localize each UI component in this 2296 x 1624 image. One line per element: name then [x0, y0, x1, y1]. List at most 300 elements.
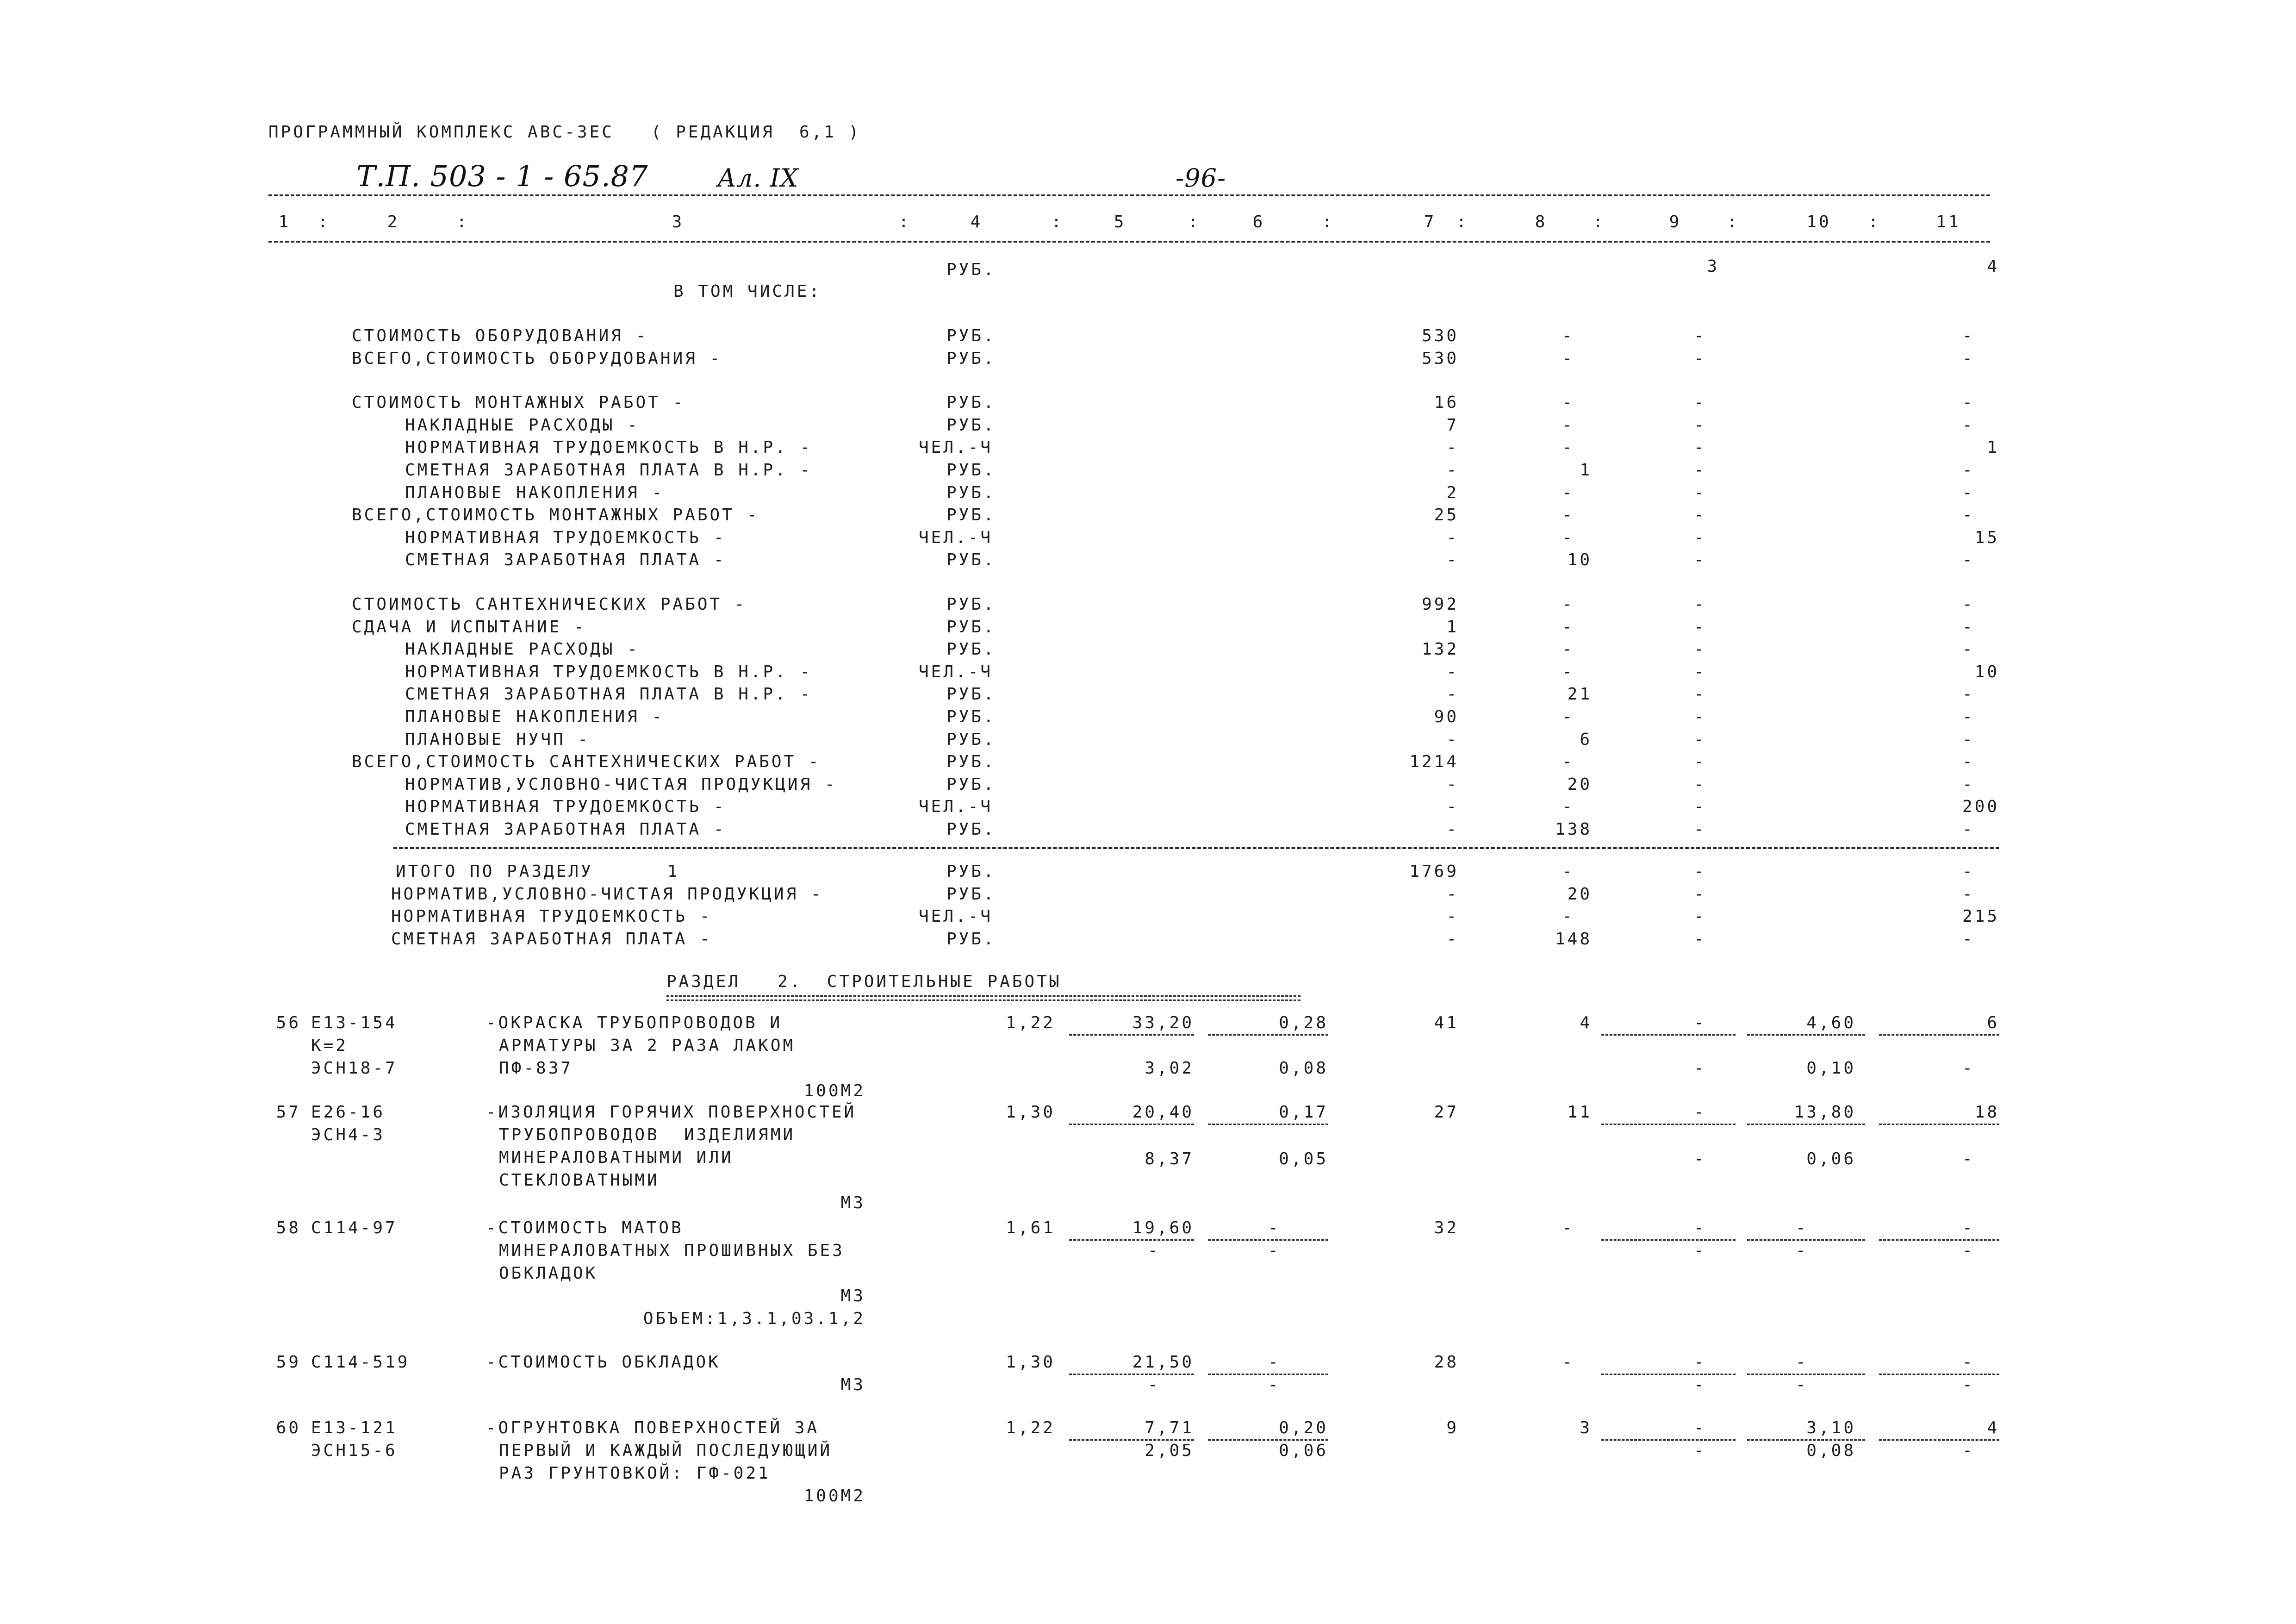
- item-col10: -: [1796, 1353, 1808, 1372]
- col7-value: 2: [1446, 483, 1459, 502]
- col8-value: 21: [1567, 685, 1592, 704]
- item-subrule: [1069, 1239, 1194, 1241]
- col8-value: -: [1562, 707, 1574, 726]
- item-total: 41: [1434, 1013, 1459, 1032]
- col9-value: -: [1694, 752, 1706, 772]
- item-col11-lower: -: [1962, 1441, 1975, 1460]
- col7-value: 530: [1421, 326, 1459, 345]
- summary-label: СТОИМОСТЬ ОБОРУДОВАНИЯ -: [352, 326, 648, 345]
- item-extra: ОБЪЕМ:1,3.1,03.1,2: [643, 1309, 865, 1328]
- col11-value: -: [1962, 862, 1975, 881]
- col8-value: 10: [1567, 550, 1592, 570]
- col8-value: -: [1562, 662, 1574, 681]
- col7-value: 1769: [1409, 862, 1459, 881]
- col7-value: 530: [1421, 349, 1459, 368]
- summary-unit: РУБ.: [946, 730, 996, 749]
- col9-value: -: [1694, 483, 1706, 502]
- item-subrule: [1747, 1239, 1865, 1241]
- item-code: Е13-154: [311, 1013, 398, 1032]
- col8-value: -: [1562, 349, 1574, 368]
- col11-value: -: [1962, 929, 1975, 949]
- summary-label: ПЛАНОВЫЕ НАКОПЛЕНИЯ -: [405, 483, 665, 502]
- col11-value: -: [1962, 884, 1975, 904]
- col8-value: -: [1562, 797, 1574, 817]
- col8-value: -: [1562, 617, 1574, 637]
- program-header: ПРОГРАММНЫЙ КОМПЛЕКС АВС-3ЕС ( РЕДАКЦИЯ 6,1 ): [268, 123, 861, 142]
- item-subrule: [1208, 1374, 1328, 1375]
- col7-value: -: [1446, 685, 1459, 704]
- column-separator: :: [1322, 212, 1335, 231]
- col7-value: -: [1446, 438, 1459, 457]
- col9-value: -: [1694, 775, 1706, 794]
- item-unit-wage-lower: 0,05: [1279, 1149, 1328, 1168]
- item-total: 9: [1446, 1418, 1459, 1437]
- item-col11: -: [1962, 1218, 1975, 1237]
- item-unit-wage: 0,17: [1279, 1103, 1328, 1122]
- col9-value: -: [1694, 617, 1706, 637]
- col7-value: -: [1446, 528, 1459, 547]
- summary-unit: РУБ.: [946, 260, 996, 279]
- item-wage-total: 4: [1580, 1013, 1592, 1032]
- col9-value: -: [1694, 528, 1706, 547]
- column-separator: :: [1188, 212, 1201, 231]
- item-subrule: [1069, 1374, 1194, 1375]
- item-subrule: [1601, 1439, 1736, 1441]
- item-code: С114-519: [311, 1353, 410, 1372]
- item-code: ЭСН15-6: [311, 1441, 398, 1460]
- item-subrule: [1747, 1124, 1865, 1125]
- item-col9: -: [1694, 1353, 1706, 1372]
- item-col11-lower: -: [1962, 1375, 1975, 1394]
- item-subrule: [1069, 1439, 1194, 1441]
- summary-label: НОРМАТИВНАЯ ТРУДОЕМКОСТЬ В Н.Р. -: [405, 662, 813, 681]
- item-description: -СТОИМОСТЬ ОБКЛАДОК: [486, 1353, 721, 1372]
- item-quantity: 1,22: [1006, 1418, 1055, 1437]
- col11-value: -: [1962, 820, 1975, 839]
- item-unit-wage: -: [1268, 1353, 1281, 1372]
- item-col9-lower: -: [1694, 1375, 1706, 1394]
- summary-unit: РУБ.: [946, 617, 996, 637]
- item-subrule: [1601, 1124, 1736, 1125]
- col7-value: -: [1446, 797, 1459, 817]
- col9-value: -: [1694, 884, 1706, 904]
- col11-value: 10: [1974, 662, 1999, 681]
- col8-value: 20: [1567, 775, 1592, 794]
- item-subrule: [1879, 1439, 1999, 1441]
- item-col10: 13,80: [1794, 1103, 1856, 1122]
- item-col9: -: [1694, 1218, 1706, 1237]
- item-subrule: [1879, 1034, 1999, 1036]
- item-quantity: 1,61: [1006, 1218, 1055, 1237]
- item-subrule: [1069, 1034, 1194, 1036]
- item-unit-wage-lower: -: [1268, 1375, 1281, 1394]
- col11-value: -: [1962, 617, 1975, 637]
- summary-label: ПЛАНОВЫЕ НУЧП -: [405, 730, 591, 749]
- column-separator: :: [456, 212, 469, 231]
- item-col9: -: [1694, 1103, 1706, 1122]
- item-col11-lower: -: [1962, 1059, 1975, 1078]
- summary-unit: РУБ.: [946, 349, 996, 368]
- col9-value: -: [1694, 415, 1706, 435]
- item-quantity: 1,30: [1006, 1103, 1055, 1122]
- item-description: -СТОИМОСТЬ МАТОВ: [486, 1218, 684, 1237]
- item-number: 57: [276, 1103, 301, 1122]
- col7-value: 90: [1434, 707, 1459, 726]
- col11-value: -: [1962, 415, 1975, 435]
- item-unit-price-lower: -: [1148, 1241, 1160, 1260]
- item-unit-wage: 0,28: [1279, 1013, 1328, 1032]
- item-subrule: [1879, 1239, 1999, 1241]
- col11-value: -: [1962, 730, 1975, 749]
- section-total-label: СМЕТНАЯ ЗАРАБОТНАЯ ПЛАТА -: [391, 929, 712, 949]
- column-separator: :: [1593, 212, 1605, 231]
- item-subrule: [1208, 1439, 1328, 1441]
- item-subrule: [1601, 1034, 1736, 1036]
- col9-value: -: [1694, 907, 1706, 926]
- section-title-underline: [666, 995, 1300, 1001]
- col9-value: -: [1694, 707, 1706, 726]
- summary-unit: ЧЕЛ.-Ч: [919, 797, 993, 817]
- item-code: ЭСН4-3: [311, 1125, 386, 1144]
- item-subrule: [1208, 1124, 1328, 1125]
- column-number: 10: [1806, 212, 1831, 231]
- col11-value: -: [1962, 595, 1975, 614]
- item-unit-price: 19,60: [1132, 1218, 1194, 1237]
- col8-value: 6: [1580, 730, 1592, 749]
- summary-heading: В ТОМ ЧИСЛЕ:: [673, 282, 822, 301]
- summary-label: СТОИМОСТЬ МОНТАЖНЫХ РАБОТ -: [352, 393, 685, 412]
- col8-value: -: [1562, 415, 1574, 435]
- item-code: Е13-121: [311, 1418, 398, 1437]
- summary-unit: РУБ.: [946, 483, 996, 502]
- col8-value: 138: [1555, 820, 1592, 839]
- handwritten-project-code: Т.П. 503 - 1 - 65.87: [356, 159, 648, 193]
- summary-label: НАКЛАДНЫЕ РАСХОДЫ -: [405, 415, 640, 435]
- item-total: 32: [1434, 1218, 1459, 1237]
- col11-value: -: [1962, 707, 1975, 726]
- summary-label: НОРМАТИВНАЯ ТРУДОЕМКОСТЬ -: [405, 528, 726, 547]
- column-number: 5: [1114, 212, 1126, 231]
- item-description: МИНЕРАЛОВАТНЫМИ ИЛИ: [499, 1148, 734, 1167]
- col9-value: -: [1694, 595, 1706, 614]
- col9-value: -: [1694, 438, 1706, 457]
- col8-value: 1: [1580, 461, 1592, 480]
- col11-value: -: [1962, 506, 1975, 525]
- item-col11-lower: -: [1962, 1149, 1975, 1168]
- item-description: РАЗ ГРУНТОВКОЙ: ГФ-021: [499, 1464, 771, 1483]
- col8-value: -: [1562, 326, 1574, 345]
- item-unit-price-lower: -: [1148, 1375, 1160, 1394]
- item-col10-lower: -: [1796, 1241, 1808, 1260]
- col9-value: -: [1694, 349, 1706, 368]
- item-description: -ИЗОЛЯЦИЯ ГОРЯЧИХ ПОВЕРХНОСТЕЙ: [486, 1103, 857, 1122]
- summary-unit: РУБ.: [946, 775, 996, 794]
- column-number: 6: [1252, 212, 1265, 231]
- item-quantity: 1,30: [1006, 1353, 1055, 1372]
- col7-value: 992: [1421, 595, 1459, 614]
- item-col11-lower: -: [1962, 1241, 1975, 1260]
- item-subrule: [1601, 1239, 1736, 1241]
- summary-unit: РУБ.: [946, 640, 996, 659]
- col7-value: 25: [1434, 506, 1459, 525]
- summary-unit: РУБ.: [946, 326, 996, 345]
- item-unit: М3: [840, 1287, 865, 1305]
- item-description: АРМАТУРЫ ЗА 2 РАЗА ЛАКОМ: [499, 1036, 796, 1055]
- item-description: -ОКРАСКА ТРУБОПРОВОДОВ И: [486, 1013, 783, 1032]
- col8-value: -: [1562, 483, 1574, 502]
- column-number: 9: [1669, 212, 1682, 231]
- col11-value: -: [1962, 550, 1975, 570]
- item-col11: 4: [1987, 1418, 1999, 1437]
- item-unit: 100М2: [803, 1487, 865, 1505]
- col9-value: -: [1694, 730, 1706, 749]
- col7-value: -: [1446, 730, 1459, 749]
- col7-value: 16: [1434, 393, 1459, 412]
- item-description: -ОГРУНТОВКА ПОВЕРХНОСТЕЙ ЗА: [486, 1418, 820, 1437]
- section-total-label: ИТОГО ПО РАЗДЕЛУ 1: [396, 862, 680, 881]
- item-unit-wage: 0,20: [1279, 1418, 1328, 1437]
- page-number: -96-: [1176, 163, 1226, 193]
- item-unit-price: 20,40: [1132, 1103, 1194, 1122]
- handwritten-sheet-code: Ал. IХ: [717, 163, 799, 193]
- summary-unit: РУБ.: [946, 461, 996, 480]
- col8-value: -: [1562, 640, 1574, 659]
- item-col11: 6: [1987, 1013, 1999, 1032]
- col7-value: 1214: [1409, 752, 1459, 772]
- col9-value: -: [1694, 929, 1706, 949]
- item-unit: М3: [840, 1193, 865, 1212]
- column-number: 7: [1424, 212, 1437, 231]
- item-number: 56: [276, 1013, 301, 1032]
- summary-unit: РУБ.: [946, 820, 996, 839]
- item-col9-lower: -: [1694, 1149, 1706, 1168]
- summary-value: 4: [1987, 257, 1999, 276]
- column-separator: :: [1051, 212, 1064, 231]
- column-number: 1: [278, 212, 291, 231]
- section-total-unit: ЧЕЛ.-Ч: [919, 907, 993, 926]
- item-subrule: [1747, 1034, 1865, 1036]
- col7-value: -: [1446, 461, 1459, 480]
- summary-label: НОРМАТИВ,УСЛОВНО-ЧИСТАЯ ПРОДУКЦИЯ -: [405, 775, 837, 794]
- item-col9-lower: -: [1694, 1241, 1706, 1260]
- summary-unit: РУБ.: [946, 393, 996, 412]
- item-unit-wage-lower: 0,06: [1279, 1441, 1328, 1460]
- header-rule-top: [268, 194, 1990, 196]
- summary-label: ПЛАНОВЫЕ НАКОПЛЕНИЯ -: [405, 707, 665, 726]
- col8-value: -: [1562, 907, 1574, 926]
- item-unit: М3: [840, 1375, 865, 1394]
- summary-unit: РУБ.: [946, 506, 996, 525]
- summary-unit: РУБ.: [946, 595, 996, 614]
- item-description: ПЕРВЫЙ И КАЖДЫЙ ПОСЛЕДУЮЩИЙ: [499, 1441, 833, 1460]
- summary-unit: ЧЕЛ.-Ч: [919, 662, 993, 681]
- item-number: 58: [276, 1218, 301, 1237]
- item-number: 59: [276, 1353, 301, 1372]
- item-unit-wage-lower: -: [1268, 1241, 1281, 1260]
- column-separator: :: [317, 212, 330, 231]
- col11-value: -: [1962, 326, 1975, 345]
- item-col11: 18: [1974, 1103, 1999, 1122]
- col9-value: -: [1694, 820, 1706, 839]
- item-subrule: [1879, 1374, 1999, 1375]
- col9-value: -: [1694, 685, 1706, 704]
- column-number: 11: [1936, 212, 1961, 231]
- col11-value: 200: [1962, 797, 1999, 817]
- summary-unit: РУБ.: [946, 550, 996, 570]
- column-separator: :: [1456, 212, 1469, 231]
- col7-value: -: [1446, 662, 1459, 681]
- item-subrule: [1747, 1374, 1865, 1375]
- header-rule-bottom: [268, 241, 1990, 243]
- col8-value: -: [1562, 528, 1574, 547]
- col8-value: 20: [1567, 884, 1592, 904]
- item-total: 28: [1434, 1353, 1459, 1372]
- section-total-unit: РУБ.: [946, 884, 996, 904]
- col7-value: -: [1446, 550, 1459, 570]
- col9-value: -: [1694, 662, 1706, 681]
- col9-value: -: [1694, 797, 1706, 817]
- summary-label: НОРМАТИВНАЯ ТРУДОЕМКОСТЬ -: [405, 797, 726, 817]
- item-wage-total: -: [1562, 1353, 1574, 1372]
- column-number: 2: [387, 212, 400, 231]
- item-col10: -: [1796, 1218, 1808, 1237]
- column-number: 4: [970, 212, 983, 231]
- summary-unit: ЧЕЛ.-Ч: [919, 528, 993, 547]
- col7-value: -: [1446, 884, 1459, 904]
- column-separator: :: [898, 212, 911, 231]
- item-subrule: [1208, 1034, 1328, 1036]
- col8-value: -: [1562, 595, 1574, 614]
- section-total-unit: РУБ.: [946, 929, 996, 949]
- item-unit-price-lower: 2,05: [1145, 1441, 1194, 1460]
- summary-label: СМЕТНАЯ ЗАРАБОТНАЯ ПЛАТА -: [405, 820, 726, 839]
- col7-value: 7: [1446, 415, 1459, 435]
- col11-value: 215: [1962, 907, 1999, 926]
- col8-value: -: [1562, 752, 1574, 772]
- col8-value: 148: [1555, 929, 1592, 949]
- item-unit-price-lower: 3,02: [1145, 1059, 1194, 1078]
- summary-unit: ЧЕЛ.-Ч: [919, 438, 993, 457]
- item-col10-lower: -: [1796, 1375, 1808, 1394]
- item-subrule: [1208, 1239, 1328, 1241]
- section-total-label: НОРМАТИВ,УСЛОВНО-ЧИСТАЯ ПРОДУКЦИЯ -: [391, 884, 823, 904]
- item-description: МИНЕРАЛОВАТНЫХ ПРОШИВНЫХ БЕЗ: [499, 1241, 845, 1260]
- summary-label: ВСЕГО,СТОИМОСТЬ ОБОРУДОВАНИЯ -: [352, 349, 722, 368]
- col7-value: -: [1446, 820, 1459, 839]
- section-total-label: НОРМАТИВНАЯ ТРУДОЕМКОСТЬ -: [391, 907, 712, 926]
- col11-value: -: [1962, 349, 1975, 368]
- col8-value: -: [1562, 862, 1574, 881]
- summary-label: СДАЧА И ИСПЫТАНИЕ -: [352, 617, 586, 637]
- item-col10-lower: 0,08: [1806, 1441, 1856, 1460]
- item-code: ЭСН18-7: [311, 1059, 398, 1078]
- column-separator: :: [1868, 212, 1881, 231]
- item-unit-wage-lower: 0,08: [1279, 1059, 1328, 1078]
- item-code: К=2: [311, 1036, 348, 1055]
- item-number: 60: [276, 1418, 301, 1437]
- item-unit-price-lower: 8,37: [1145, 1149, 1194, 1168]
- col7-value: -: [1446, 929, 1459, 949]
- item-col9-lower: -: [1694, 1059, 1706, 1078]
- item-wage-total: 11: [1567, 1103, 1592, 1122]
- column-number: 8: [1535, 212, 1548, 231]
- section-total-rule: [393, 847, 1999, 849]
- col11-value: -: [1962, 393, 1975, 412]
- col11-value: 15: [1974, 528, 1999, 547]
- item-col10: 3,10: [1806, 1418, 1856, 1437]
- item-unit-price: 7,71: [1145, 1418, 1194, 1437]
- item-subrule: [1069, 1124, 1194, 1125]
- item-unit-wage: -: [1268, 1218, 1281, 1237]
- summary-label: ВСЕГО,СТОИМОСТЬ МОНТАЖНЫХ РАБОТ -: [352, 506, 759, 525]
- col8-value: -: [1562, 506, 1574, 525]
- summary-label: СТОИМОСТЬ САНТЕХНИЧЕСКИХ РАБОТ -: [352, 595, 747, 614]
- col11-value: -: [1962, 640, 1975, 659]
- column-separator: :: [1727, 212, 1740, 231]
- item-code: Е26-16: [311, 1103, 386, 1122]
- item-col9: -: [1694, 1013, 1706, 1032]
- col9-value: -: [1694, 550, 1706, 570]
- item-col10: 4,60: [1806, 1013, 1856, 1032]
- col11-value: -: [1962, 483, 1975, 502]
- summary-unit: РУБ.: [946, 707, 996, 726]
- summary-unit: РУБ.: [946, 685, 996, 704]
- col8-value: -: [1562, 393, 1574, 412]
- item-description: ОБКЛАДОК: [499, 1264, 598, 1283]
- summary-label: НОРМАТИВНАЯ ТРУДОЕМКОСТЬ В Н.Р. -: [405, 438, 813, 457]
- item-code: С114-97: [311, 1218, 398, 1237]
- col9-value: -: [1694, 393, 1706, 412]
- col8-value: -: [1562, 438, 1574, 457]
- summary-label: СМЕТНАЯ ЗАРАБОТНАЯ ПЛАТА В Н.Р. -: [405, 685, 813, 704]
- col9-value: -: [1694, 862, 1706, 881]
- item-col10-lower: 0,06: [1806, 1149, 1856, 1168]
- item-wage-total: -: [1562, 1218, 1574, 1237]
- section-total-unit: РУБ.: [946, 862, 996, 881]
- summary-value: 3: [1707, 257, 1719, 276]
- col9-value: -: [1694, 326, 1706, 345]
- item-wage-total: 3: [1580, 1418, 1592, 1437]
- summary-label: ВСЕГО,СТОИМОСТЬ САНТЕХНИЧЕСКИХ РАБОТ -: [352, 752, 821, 772]
- section-title: РАЗДЕЛ 2. СТРОИТЕЛЬНЫЕ РАБОТЫ: [666, 972, 1062, 991]
- item-col10-lower: 0,10: [1806, 1059, 1856, 1078]
- item-description: ПФ-837: [499, 1059, 573, 1078]
- col11-value: -: [1962, 752, 1975, 772]
- item-col9-lower: -: [1694, 1441, 1706, 1460]
- col11-value: -: [1962, 685, 1975, 704]
- item-unit-price: 21,50: [1132, 1353, 1194, 1372]
- item-unit-price: 33,20: [1132, 1013, 1194, 1032]
- col11-value: -: [1962, 461, 1975, 480]
- col7-value: 1: [1446, 617, 1459, 637]
- item-quantity: 1,22: [1006, 1013, 1055, 1032]
- summary-unit: РУБ.: [946, 752, 996, 772]
- col7-value: 132: [1421, 640, 1459, 659]
- item-total: 27: [1434, 1103, 1459, 1122]
- summary-label: СМЕТНАЯ ЗАРАБОТНАЯ ПЛАТА В Н.Р. -: [405, 461, 813, 480]
- item-unit: 100М2: [803, 1081, 865, 1100]
- item-subrule: [1747, 1439, 1865, 1441]
- item-subrule: [1879, 1124, 1999, 1125]
- summary-label: НАКЛАДНЫЕ РАСХОДЫ -: [405, 640, 640, 659]
- col9-value: -: [1694, 461, 1706, 480]
- col11-value: -: [1962, 775, 1975, 794]
- item-col9: -: [1694, 1418, 1706, 1437]
- item-description: ТРУБОПРОВОДОВ ИЗДЕЛИЯМИ: [499, 1125, 796, 1144]
- item-description: СТЕКЛОВАТНЫМИ: [499, 1171, 660, 1190]
- column-number: 3: [672, 212, 684, 231]
- summary-unit: РУБ.: [946, 415, 996, 435]
